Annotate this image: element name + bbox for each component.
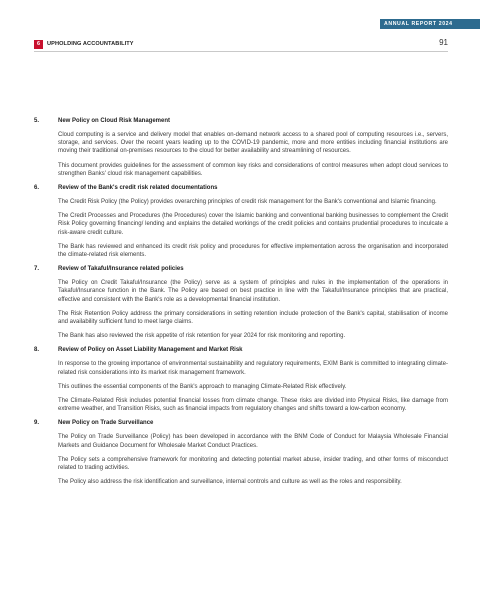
policy-item-heading <box>34 419 448 427</box>
top-band <box>0 0 480 10</box>
policy-item-heading <box>34 265 448 273</box>
policy-item-heading <box>34 117 448 125</box>
paragraph: The Policy also address the risk identification and surveillance, internal controls and culture as well as the roles and responsibility. <box>58 479 402 486</box>
policy-item <box>34 346 448 413</box>
paragraph: The Risk Retention Policy address the primary considerations in setting retention include protection of the Bank's capital, stabilisation of income and availability sufficient fund to meet large claims. <box>58 310 448 326</box>
policy-item-number: 9. <box>34 420 40 427</box>
paragraph: The Bank has also reviewed the risk appetite of risk retention for year 2024 for risk monitoring and reporting. <box>58 333 346 340</box>
section-number-badge: 6 <box>34 40 43 49</box>
policy-item-body <box>58 198 448 259</box>
policy-item-title: Review of the Bank's credit risk related documentations <box>58 185 218 192</box>
policy-item-body <box>58 360 448 413</box>
policy-item-number: 8. <box>34 347 40 354</box>
paragraph: The Credit Processes and Procedures (the Procedures) cover the Islamic banking and conventional banking businesses to complement the Credit Risk Policy governing financing/ lending and explains the detailed workings of the credit policies and contains prudential procedures to inculcate a risk-aware credit culture. <box>58 213 448 236</box>
paragraph: The Credit Risk Policy (the Policy) provides overarching principles of credit risk management for the Bank's conventional and Islamic financing. <box>58 199 437 206</box>
policy-item <box>34 117 448 178</box>
policy-item <box>34 265 448 340</box>
section-header <box>34 39 134 49</box>
document-body <box>34 117 448 492</box>
paragraph: The Policy on Trade Surveillance (Policy) has been developed in accordance with the BNM Code of Conduct for Malaysia Wholesale Financial Markets and Guidance Document for Wholesale Market Conduct Practices. <box>58 434 448 449</box>
paragraph: The Bank has reviewed and enhanced its credit risk policy and procedures for effective implementation across the organisation and incorporated the climate-related risk elements. <box>58 243 448 259</box>
paragraph: In response to the growing importance of environmental sustainability and regulatory requirements, EXIM Bank is committed to integrating climate-related risk considerations into its market risk management framework. <box>58 361 448 376</box>
policy-item-heading <box>34 346 448 354</box>
policy-item <box>34 419 448 486</box>
policy-item-number: 5. <box>34 118 40 124</box>
policy-item-body <box>58 131 448 178</box>
policy-item-number: 6. <box>34 185 40 192</box>
policy-item-body <box>58 433 448 486</box>
paragraph: Cloud computing is a service and delivery model that enables on-demand network access to a shared pool of computing resources i.e., servers, storage, and services. Over the recent years leading up to the COVID-19 pandemic, more and more entities including financial institutions are moving their traditional on-premises resources to the cloud for better availability and streamlining of resources. <box>58 132 448 155</box>
header-divider <box>34 51 448 52</box>
report-title-bar <box>380 19 480 29</box>
policy-item-body <box>58 279 448 340</box>
policy-item-title: New Policy on Cloud Risk Management <box>58 118 171 124</box>
paragraph: The Policy on Credit Takaful/Insurance (the Policy) serve as a system of principles and rules in the implementation of the operations in Takaful/Insurance function in the Bank. The Policy are based on best practice in line with the Takaful/Insurance principles that are practical, effective and consistent with the Bank's role as a developmental financial institution. <box>58 280 448 303</box>
page-number: 91 <box>439 38 448 47</box>
paragraph: This outlines the essential components of the Bank's approach to managing Climate-Related Risk effectively. <box>58 383 347 390</box>
policy-item <box>34 184 448 259</box>
policy-item-title: Review of Takaful/Insurance related policies <box>58 266 184 273</box>
report-title: ANNUAL REPORT 2024 <box>384 21 453 27</box>
policy-item-heading <box>34 184 448 192</box>
paragraph: The Policy sets a comprehensive framework for monitoring and detecting potential market abuse, insider trading, and other forms of misconduct related to trading activities. <box>58 456 448 472</box>
paragraph: This document provides guidelines for the assessment of common key risks and considerations of control measures when adopt cloud services to strengthen Banks' cloud risk management capabilities. <box>58 162 448 177</box>
policy-item-title: Review of Policy on Asset Liability Management and Market Risk <box>58 347 243 354</box>
policy-item-title: New Policy on Trade Surveillance <box>58 420 154 427</box>
section-title: UPHOLDING ACCOUNTABILITY <box>47 41 134 47</box>
paragraph: The Climate-Related Risk includes potential financial losses from climate change. These risks are divided into Physical Risks, like damage from extreme weather, and Transition Risks, such as financial impacts from regulatory changes and shifts toward a low-carbon economy. <box>58 398 448 413</box>
policy-item-number: 7. <box>34 266 40 273</box>
